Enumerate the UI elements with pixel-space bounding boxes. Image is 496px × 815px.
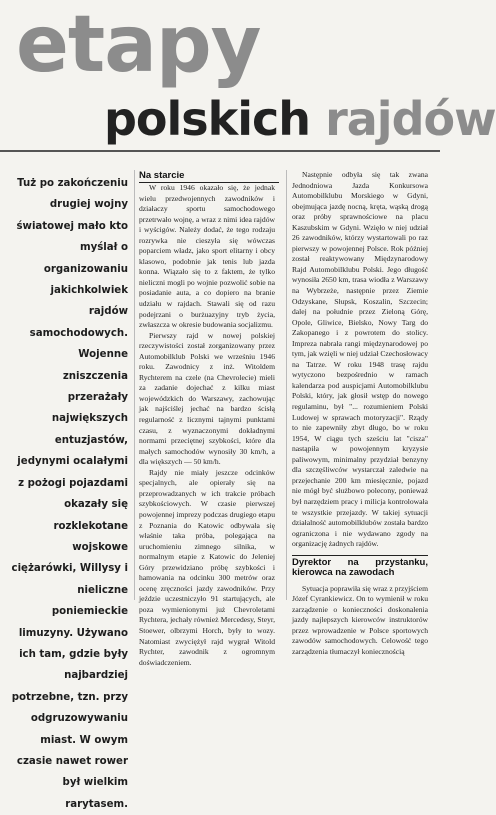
- body-paragraph: Pierwszy rajd w nowej polskiej rzeczywistości został zorganizowany przez Automobilklub Polski we wrześniu 1946 roku. Zawodnicy z inż. Witoldem Rychterem na czele (na Chevrolecie) mieli za zadanie dojechać z kilku miast wojewódzkich do Warszawy, zachowując jak najściślej jechać na bardzo ścisłą regularność z licznymi tajnymi punktami czasu, z wyznaczonymi dokładnymi normami przeciętnej szybkości, które dla małych samochodów wynosiły 30 km/h, a dla większych — 50 km/h.: [139, 330, 275, 467]
- headline-word-rajdow: rajdów: [325, 92, 496, 146]
- headline-word-polskich: polskich: [104, 92, 311, 146]
- article-column-middle: [139, 183, 275, 668]
- body-paragraph: Następnie odbyła się tak zwana Jednodniowa Jazda Konkursowa Automobilklubu Morskiego w Gdyni, obejmująca jazdę nocną, kręta, wąską drogą oraz próby sprawnościowe na placu Kaszubskim w Gdyni. Wzięło w niej udział 26 zawodników, którzy wystartowali po raz pierwszy w powojennej Polsce. Rok później został reaktywowany Międzynarodowy Rajd Automobilklubu Polski. Jego długość wynosiła 2650 km, trasa wiodła z Warszawy na Wybrzeże, następnie przez Ziemie Odzyskane, Słupsk, Koszalin, Szczecin; dalej na południe przez Zieloną Górę, Opole, Gliwice, Bielsko, Nowy Targ do Zakopanego i z powrotem do stolicy. Impreza nabrała rangi międzynarodowej po tym, jak wzięli w niej udział Czechosłowacy na Tatrze. W roku 1948 trasę rajdu wytyczono bezpośrednio w ramach kalendarza pod auspicjami Automobilklubu Polski, który, jak głosił wstęp do nowego regulaminu, był "... rozumieniem Polski Ludowej w sprawach motoryzacji". Rządy to nie zapewniły zbyt długo, bo w roku 1954, W ciągu tych sześciu lat "cisza" nastąpiła w powojennym kryzysie paliwowym, minimalny przydział benzyny dla szczęśliwców wystarczał zaledwie na przejechanie 200 km miesięcznie, pojazd nie mógł być służbowo polecony, ponieważ był narzędziem pracy i milicja kontrolowała te wszystkie przejazdy. W takiej sytuacji działalność automobilklubów została bardzo ograniczona i nie wydawano zgody na organizację żadnych rajdów.: [292, 170, 429, 549]
- lead-paragraph: Tuż po zakończeniu drugiej wojny światowej mało kto myślał o organizowaniu jakichkolwiek rajdów samochodowych. Wojenne zniszczenia przerażały największych entuzjastów, jedynymi ocalałymi z pożogi pojazdami okazały się rozklekotane wojskowe ciężarówki, Willysy i nieliczne poniemieckie limuzyny. Używano ich tam, gdzie były najbardziej potrzebne, tzn. przy odgruzowywaniu miast. W owym czasie nawet rower był wielkim rarytasem.: [11, 178, 128, 810]
- headline-line-2: [104, 94, 496, 144]
- headline-line-1: etapy: [16, 0, 261, 90]
- section-heading-dyrektor: Dyrektor na przystanku, kierowca na zawodach: [292, 556, 428, 579]
- section-heading-na-starcie: Na starcie: [139, 170, 185, 181]
- column-divider-right: [286, 170, 287, 600]
- body-paragraph: W roku 1946 okazało się, że jednak wielu przedwojennych zawodników i działaczy sportu samochodowego przetrwało wojnę, a wraz z nimi idea rajdów i wyścigów. Należy dodać, że tego rodzaju rozrywka nie cieszyła się wówczas poparciem władz, jako sport elitarny i obcy klasowo, podobnie jak tenis lub jazda konna. Wiązało się to z faktem, że tylko nieliczni mogli po wojnie pozwolić sobie na posiadanie auta, a co dopiero na branie udziału w rajdach. Stawali się od razu podejrzani o burżuazyjny tryb życia, zwłaszcza w okresie budowania socjalizmu.: [139, 183, 275, 330]
- headline-rule: [0, 150, 440, 152]
- body-paragraph: Rajdy nie miały jeszcze odcinków specjalnych, ale opierały się na przeprowadzanych w ich trakcie próbach szybkościowych. W czasie pierwszej powojennej imprezy podczas drugiego etapu z Poznania do Katowic odbywała się właśnie taka próba, polegająca na uruchomieniu zimnego silnika, w normalnym etapie z Katowic do Jeleniej Góry przewidziano próbę szybkości i hamowania na odcinku 300 metrów oraz ocenę zręczności jazdy zawodników. Przy jeździe uczestniczyło 91 startujących, ale poza wymienionymi już Chevroletami Rychtera, jechały również Mercedesy, Steyr, Stoewer, olbrzymi Horch, były to wozy. Natomiast zwyciężył rajd wygrał Witold Rychter, zawodnik z ogromnym doświadczeniem.: [139, 467, 275, 667]
- body-paragraph: Sytuacja poprawiła się wraz z przyjściem Józef Cyrankiewicz. On to wymienił w roku zarządzenie o konieczności doskonalenia jazdy najlepszych kierowców instruktorów przez wprowadzenie w Polsce sportowych zawodów samochodowych. Celowość tego zarządzenia tłumaczył koniecznością: [292, 583, 428, 656]
- column-divider-left: [134, 170, 135, 600]
- article-column-right: [292, 170, 428, 658]
